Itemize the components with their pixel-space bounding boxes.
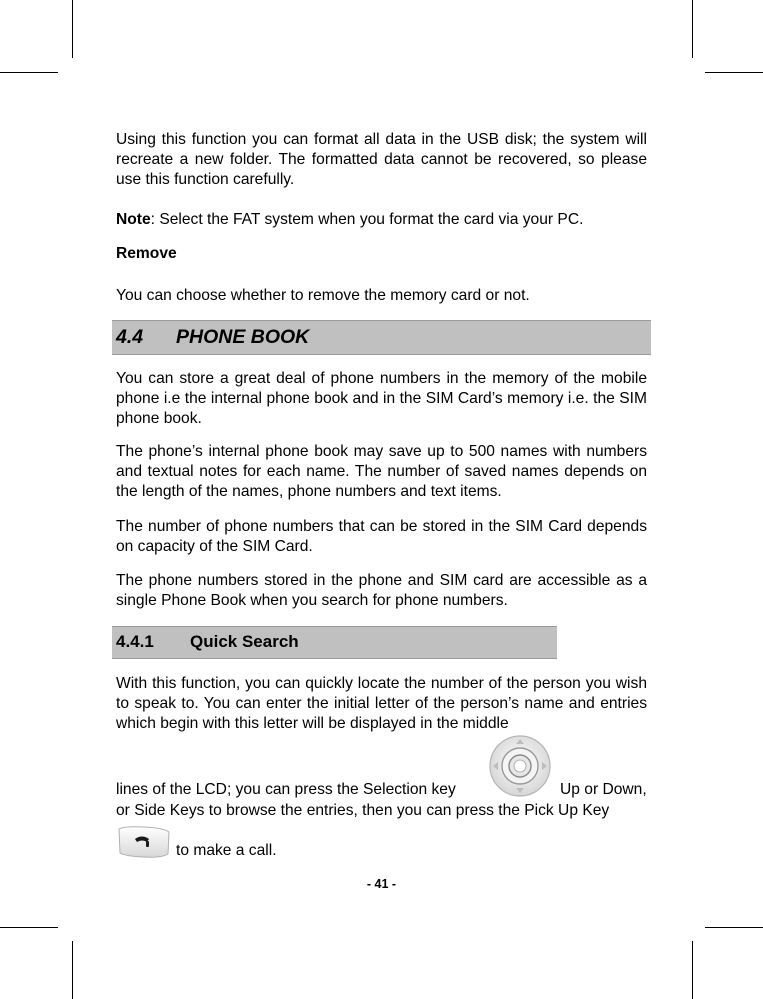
quicksearch-after-pickup: to make a call. <box>176 842 277 859</box>
crop-mark <box>705 72 763 73</box>
note-line <box>116 210 647 230</box>
remove-heading: Remove <box>116 245 177 262</box>
crop-mark <box>72 941 73 999</box>
phonebook-paragraph-2: The phone’s internal phone book may save up to 500 names with numbers and textual notes for each name. The number of saved names depends on the length of the names, phone numbers and text items. <box>116 443 647 500</box>
navigation-key-icon <box>488 732 552 804</box>
section-heading-4-4-1 <box>112 626 557 659</box>
quicksearch-line-2: or Side Keys to browse the entries, then you can press the Pick Up Key <box>116 802 610 819</box>
subsection-title: Quick Search <box>190 632 299 651</box>
intro-paragraph: Using this function you can format all data in the USB disk; the system will recreate a new folder. The formatted data cannot be recovered, so please use this function carefully. <box>116 131 647 188</box>
pickup-key-icon <box>116 824 172 860</box>
page-number: - 41 - <box>366 877 397 891</box>
quicksearch-line-selection: lines of the LCD; you can press the Selection key <box>116 781 456 798</box>
phonebook-paragraph-1: You can store a great deal of phone numbers in the memory of the mobile phone i.e the internal phone book and in the SIM Card’s memory i.e. the SIM phone book. <box>116 370 647 427</box>
phonebook-paragraph-4: The phone numbers stored in the phone and SIM card are accessible as a single Phone Book when you search for phone numbers. <box>116 572 647 609</box>
note-text: : Select the FAT system when you format the card via your PC. <box>150 211 584 228</box>
section-title: PHONE BOOK <box>176 326 310 348</box>
crop-mark <box>72 0 73 58</box>
crop-mark <box>0 72 58 73</box>
section-number: 4.4 <box>116 326 144 348</box>
crop-mark <box>0 927 58 928</box>
crop-mark <box>692 0 693 58</box>
section-heading-4-4 <box>112 320 651 355</box>
crop-mark <box>692 941 693 999</box>
quicksearch-paragraph-1: With this function, you can quickly locate the number of the person you wish to speak to. You can enter the initial letter of the person’s name and entries which begin with this letter will be displayed in the middle <box>116 675 647 732</box>
remove-paragraph: You can choose whether to remove the memory card or not. <box>116 287 530 304</box>
crop-mark <box>705 927 763 928</box>
note-label: Note <box>116 211 151 228</box>
phonebook-paragraph-3: The number of phone numbers that can be stored in the SIM Card depends on capacity of the SIM Card. <box>116 518 647 555</box>
quicksearch-after-key: Up or Down, <box>560 781 647 798</box>
subsection-number: 4.4.1 <box>116 632 154 651</box>
